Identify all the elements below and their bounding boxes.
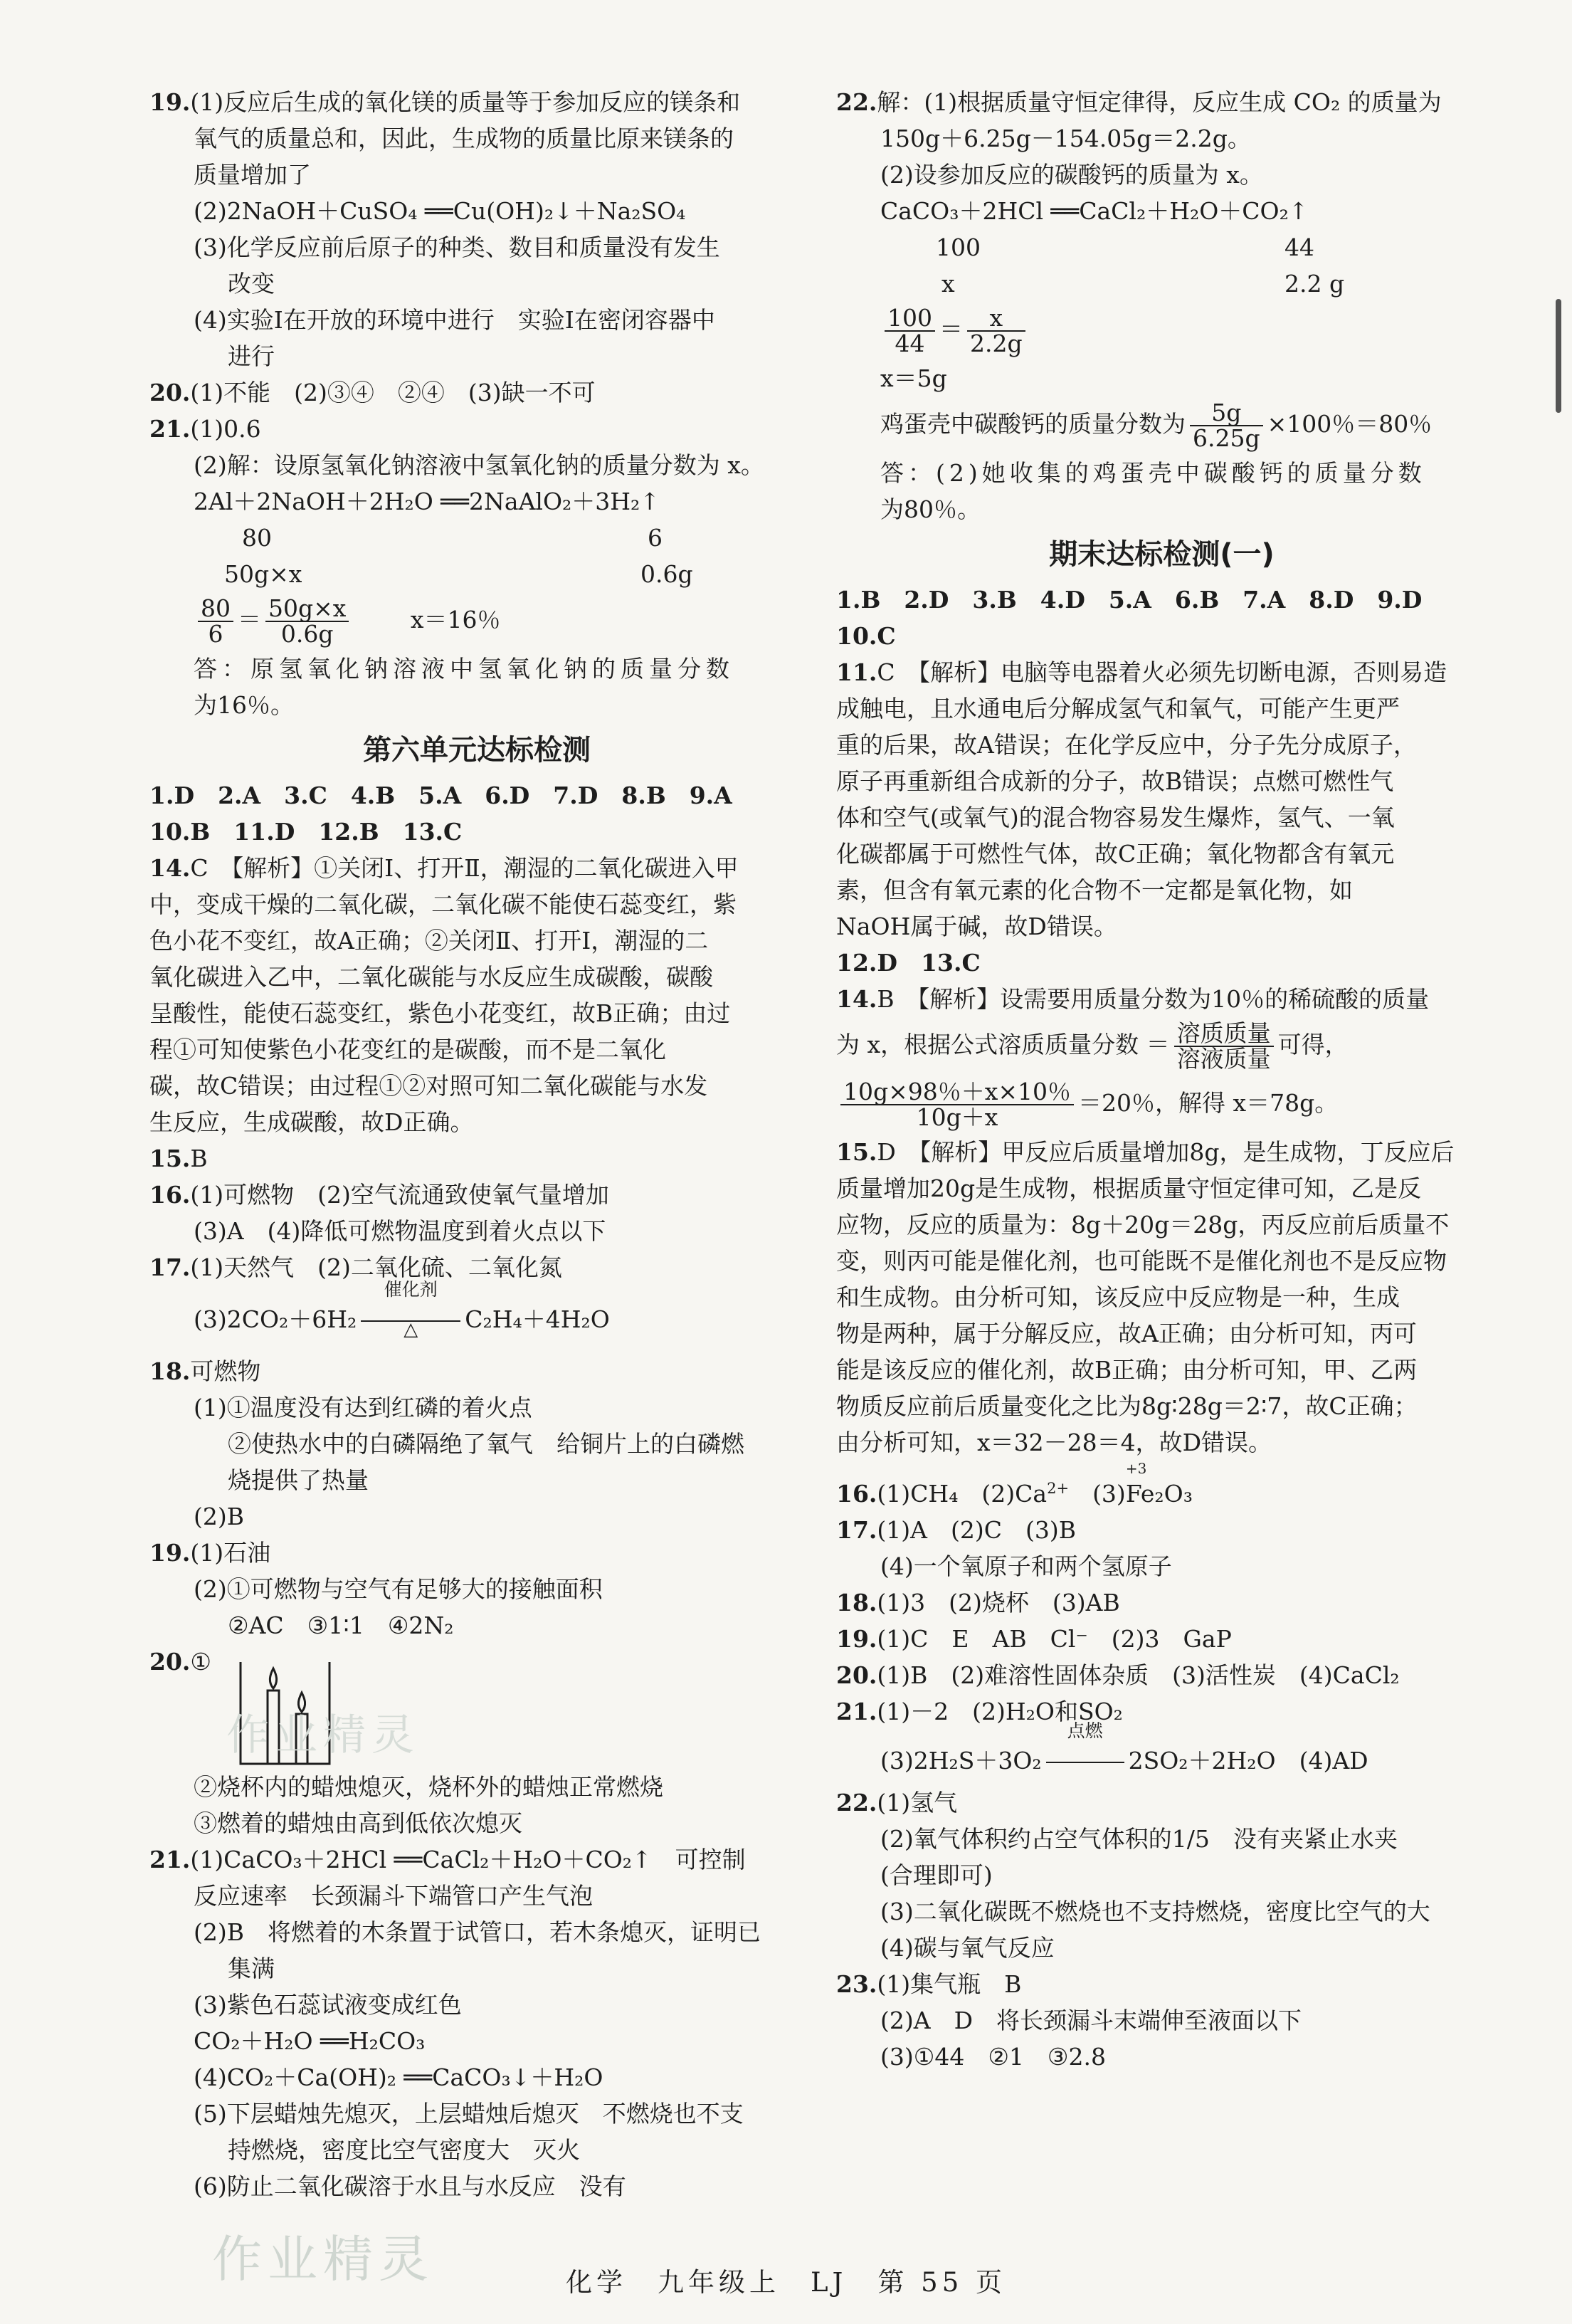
equation-ratio-row: x 2.2 g	[941, 270, 1345, 298]
answer-16: 16.(1)CH₄ $(2)Ca^{2+}$ (3) +3 Fe₂O₃	[836, 1471, 1487, 1512]
answer-line: (2)解：设原氢氧化钠溶液中氢氧化钠的质量分数为 x。	[194, 451, 764, 479]
answer-line: 生反应，生成碳酸，故D正确。	[149, 1108, 474, 1136]
answer-line: 改变	[228, 270, 275, 298]
answer-line: ②烧杯内的蜡烛熄灭，烧杯外的蜡烛正常燃烧	[194, 1773, 663, 1801]
answer-15: 15.D 【解析】甲反应后质量增加8g，是生成物，丁反应后	[836, 1138, 1455, 1166]
answer-line: 氧化碳进入乙中，二氧化碳能与水反应生成碳酸，碳酸	[149, 963, 713, 991]
answer-line: 能是该反应的催化剂，故B正确；由分析可知，甲、乙两	[836, 1356, 1418, 1384]
chemical-equation: (4)CO₂＋Ca(OH)₂ ══CaCO₃↓＋H₂O	[194, 2063, 603, 2091]
fraction: $\frac{5g}{6.25g}$	[1190, 401, 1263, 451]
chemical-equation: (3)2H₂S＋3O₂ 点燃 2SO₂＋2H₂O (4)AD	[836, 1742, 1487, 1779]
answer-line: (2)①可燃物与空气有足够大的接触面积	[194, 1575, 603, 1603]
answer-line: 由分析可知，x＝32－28＝4，故D错误。	[836, 1429, 1272, 1456]
left-column	[149, 84, 804, 2204]
fraction: 溶质质量 溶液质量	[1174, 1021, 1274, 1071]
answer-23: 23.(1)集气瓶 B	[836, 1970, 1022, 1998]
answer-line: (4)一个氧原子和两个氢原子	[880, 1552, 1172, 1580]
mc-answers: 10.C	[836, 622, 896, 650]
mc-answers: 1.D 2.A 3.C 4.B 5.A 6.D 7.D 8.B 9.A	[149, 782, 732, 809]
answer-line: (合理即可)	[880, 1861, 993, 1889]
answer-line: ②AC ③1∶1 ④2N₂	[228, 1611, 454, 1639]
chemical-equation: (3)2CO₂＋6H₂ 催化剂 △ C₂H₄＋4H₂O	[194, 1279, 610, 1340]
answer-14: 14.B 【解析】设需要用质量分数为10％的稀硫酸的质量	[836, 985, 1430, 1013]
answer-line: 答：原氢氧化钠溶液中氢氧化钠的质量分数	[194, 655, 734, 683]
answer-21: 21.(1)0.6	[149, 415, 261, 443]
fraction: $\frac{100}{44}$	[885, 306, 935, 356]
fraction: $\frac{10g\times 98\%+x\times 10\%}{10g+x}$	[840, 1080, 1074, 1130]
page-footer: 化学 九年级上 LJ 第 55 页	[565, 2267, 1006, 2298]
answer-line: 为16％。	[194, 691, 294, 719]
answer-line: (3)紫色石蕊试液变成红色	[194, 1991, 462, 2019]
answer-line: ②使热水中的白磷隔绝了氧气 给铜片上的白磷燃	[228, 1430, 744, 1458]
equation-ratio-row: 50g×x 0.6g	[224, 560, 693, 588]
answer-line: 呈酸性，能使石蕊变红，紫色小花变红，故B正确；由过	[149, 999, 731, 1027]
answer-11: 11.C 【解析】电脑等电器着火必须先切断电源，否则易造	[836, 658, 1447, 686]
answer-line: (3)化学反应前后原子的种类、数目和质量没有发生	[194, 233, 720, 261]
answer-22b: 22.(1)氢气	[836, 1789, 958, 1816]
answer-line: 为80％。	[880, 495, 981, 523]
answer-line: 碳，故C错误；由过程①②对照可知二氧化碳能与水发	[149, 1072, 708, 1100]
chemical-equation: CaCO₃＋2HCl ══CaCl₂＋H₂O＋CO₂↑	[880, 197, 1309, 225]
answer-19: 19.(1)反应后生成的氧化镁的质量等于参加反应的镁条和	[149, 88, 741, 116]
watermark: 作业精灵	[226, 1710, 420, 1760]
answer-20: 20.(1)不能 (2)③④ ②④ (3)缺一不可	[149, 379, 596, 406]
answer-14: 14.C 【解析】①关闭Ⅰ、打开Ⅱ，潮湿的二氧化碳进入甲	[149, 854, 739, 882]
answer-line: ③燃着的蜡烛由高到低依次熄灭	[194, 1809, 522, 1837]
answer-line: (2)2NaOH＋CuSO₄ ══Cu(OH)₂↓＋Na₂SO₄	[194, 197, 686, 225]
answer-18: 18.可燃物	[149, 1357, 261, 1385]
answer-line: 烧提供了热量	[228, 1466, 369, 1494]
answer-line: (3)A (4)降低可燃物温度到着火点以下	[194, 1217, 606, 1245]
answer-line: 进行	[228, 342, 275, 370]
answer-16: 16.(1)可燃物 (2)空气流通致使氧气量增加	[149, 1181, 609, 1209]
answer-line: (1)①温度没有达到红磷的着火点	[194, 1394, 532, 1421]
answer-line: (3)①44 ②1 ③2.8	[880, 2043, 1106, 2071]
answer-line: NaOH属于碱，故D错误。	[836, 913, 1117, 940]
answer-line: 反应速率 长颈漏斗下端管口产生气泡	[194, 1882, 593, 1910]
answer-line: (6)防止二氧化碳溶于水且与水反应 没有	[194, 2172, 626, 2200]
answer-line: 变，则丙可能是催化剂，也可能既不是催化剂也不是反应物	[836, 1247, 1447, 1275]
answer-line: 集满	[228, 1955, 275, 1982]
answer-line: 中，变成干燥的二氧化碳，二氧化碳不能使石蕊变红，紫	[149, 890, 737, 918]
fraction: $\frac{80}{6}$	[198, 596, 233, 646]
answer-line: (2)设参加反应的碳酸钙的质量为 x。	[880, 161, 1263, 189]
mc-answers: 10.B 11.D 12.B 13.C	[149, 818, 463, 846]
formula-line: $\frac{10g\times 98\%+x\times 10\%}{10g+x}$ ＝20％，解得 x＝78g。	[836, 1076, 1487, 1134]
answer-line: 色小花不变红，故A正确；②关闭Ⅱ、打开Ⅰ，潮湿的二	[149, 927, 709, 955]
answer-line: 化碳都属于可燃性气体，故C正确；氧化物都含有氧元	[836, 840, 1395, 868]
answer-line: 原子再重新组合成新的分子，故B错误；点燃可燃性气	[836, 767, 1394, 795]
answer-line: 成触电，且水通电后分解成氢气和氧气，可能产生更严	[836, 695, 1400, 722]
answer-22: 22.解：(1)根据质量守恒定律得，反应生成 CO₂ 的质量为	[836, 88, 1442, 116]
answer-15: 15.B	[149, 1145, 208, 1172]
answer-20: 20.(1)B (2)难溶性固体杂质 (3)活性炭 (4)CaCl₂	[836, 1661, 1400, 1689]
answer-line: (4)实验Ⅰ在开放的环境中进行 实验Ⅰ在密闭容器中	[194, 306, 715, 334]
answer-line: 持燃烧，密度比空气密度大 灭火	[228, 2136, 580, 2164]
equation-ratio-row: 100 44	[936, 233, 1314, 261]
answer-line: 质量增加20g是生成物，根据质量守恒定律可知，乙是反	[836, 1174, 1422, 1202]
answer-line: 氧气的质量总和，因此，生成物的质量比原来镁条的	[194, 125, 734, 152]
mc-answers: 1.B 2.D 3.B 4.D 5.A 6.B 7.A 8.D 9.D	[836, 586, 1423, 614]
equation-ratio-row: 80 6	[242, 524, 663, 552]
fraction: $\frac{x}{2.2g}$	[967, 306, 1025, 356]
answer-line: 程①可知使紫色小花变红的是碳酸，而不是二氧化	[149, 1036, 666, 1063]
section-heading: 期末达标检测(一)	[1049, 538, 1275, 571]
right-column	[836, 84, 1487, 2075]
answer-line: (5)下层蜡烛先熄灭，上层蜡烛后熄灭 不燃烧也不支	[194, 2100, 744, 2128]
answer-line: (4)碳与氧气反应	[880, 1934, 1055, 1962]
reaction-condition: 催化剂 △	[357, 1301, 465, 1337]
valence-mark: +3 Fe₂O₃	[1125, 1460, 1193, 1508]
section-heading: 第六单元达标检测	[363, 734, 591, 767]
answer-line: 物质反应前后质量变化之比为8g∶28g＝2∶7，故C正确；	[836, 1392, 1418, 1420]
answer-line: 体和空气(或氧气)的混合物容易发生爆炸，氢气、一氧	[836, 804, 1395, 831]
answer-line: x＝5g	[880, 364, 947, 392]
answer-line: 答：(2)她收集的鸡蛋壳中碳酸钙的质量分数	[880, 459, 1426, 487]
chemical-equation: CO₂＋H₂O ══H₂CO₃	[194, 2027, 426, 2055]
percentage-line: 鸡蛋壳中碳酸钙的质量分数为 $\frac{5g}{6.25g}$ ×100％＝80％	[880, 399, 1433, 452]
answer-line: (2)B 将燃着的木条置于试管口，若木条熄灭，证明已	[194, 1918, 761, 1946]
proportion: $\frac{80}{6}$ ＝ $\frac{50g\times x}{0.6g}$ x＝16％	[149, 592, 804, 651]
answer-line: 150g＋6.25g－154.05g＝2.2g。	[880, 125, 1251, 152]
formula-line: 为 x，根据公式溶质质量分数 ＝ 溶质质量 溶液质量 可得，	[836, 1019, 1349, 1073]
answer-line: 物是两种，属于分解反应，故A正确；由分析可知，丙可	[836, 1320, 1417, 1347]
reaction-condition: 点燃	[1042, 1742, 1129, 1779]
answer-line: (3)二氧化碳既不燃烧也不支持燃烧，密度比空气的大	[880, 1898, 1430, 1925]
answer-line: 应物，反应的质量为：8g＋20g＝28g，丙反应前后质量不	[836, 1211, 1450, 1239]
answer-line: 质量增加了	[194, 161, 311, 189]
answer-18: 18.(1)3 (2)烧杯 (3)AB	[836, 1589, 1120, 1616]
chemical-equation: 2Al＋2NaOH＋2H₂O ══2NaAlO₂＋3H₂↑	[194, 488, 660, 515]
answer-line: (2)B	[194, 1503, 244, 1530]
answer-20b: 20.①	[149, 1648, 212, 1676]
answer-17: 17.(1)天然气 (2)二氧化硫、二氧化氮	[149, 1253, 562, 1281]
answer-line: (2)氧气体积约占空气体积的1/5 没有夹紧止水夹	[880, 1825, 1398, 1853]
answer-17: 17.(1)A (2)C (3)B	[836, 1516, 1076, 1544]
binding-mark	[1556, 299, 1561, 413]
fraction: $\frac{50g\times x}{0.6g}$	[265, 596, 349, 646]
answer-line: 重的后果，故A错误；在化学反应中，分子先分成原子，	[836, 731, 1417, 759]
answer-line: (2)A D 将长颈漏斗末端伸至液面以下	[880, 2007, 1302, 2034]
answer-21b: 21.(1)CaCO₃＋2HCl ══CaCl₂＋H₂O＋CO₂↑ 可控制	[149, 1846, 746, 1873]
watermark: 作业精灵	[212, 2230, 434, 2288]
answer-line: 素，但含有氧元素的化合物不一定都是氧化物，如	[836, 876, 1353, 904]
mc-answers: 12.D 13.C	[836, 949, 981, 977]
answer-19: 19.(1)C E AB Cl⁻ (2)3 GaP	[836, 1625, 1232, 1653]
proportion: $\frac{100}{44}$ ＝ $\frac{x}{2.2g}$	[836, 302, 1487, 360]
answer-line: 和生成物。由分析可知，该反应中反应物是一种，生成	[836, 1283, 1400, 1311]
answer-21: 21.(1)－2 (2)H₂O和SO₂	[836, 1698, 1123, 1725]
answer-19b: 19.(1)石油	[149, 1539, 271, 1567]
